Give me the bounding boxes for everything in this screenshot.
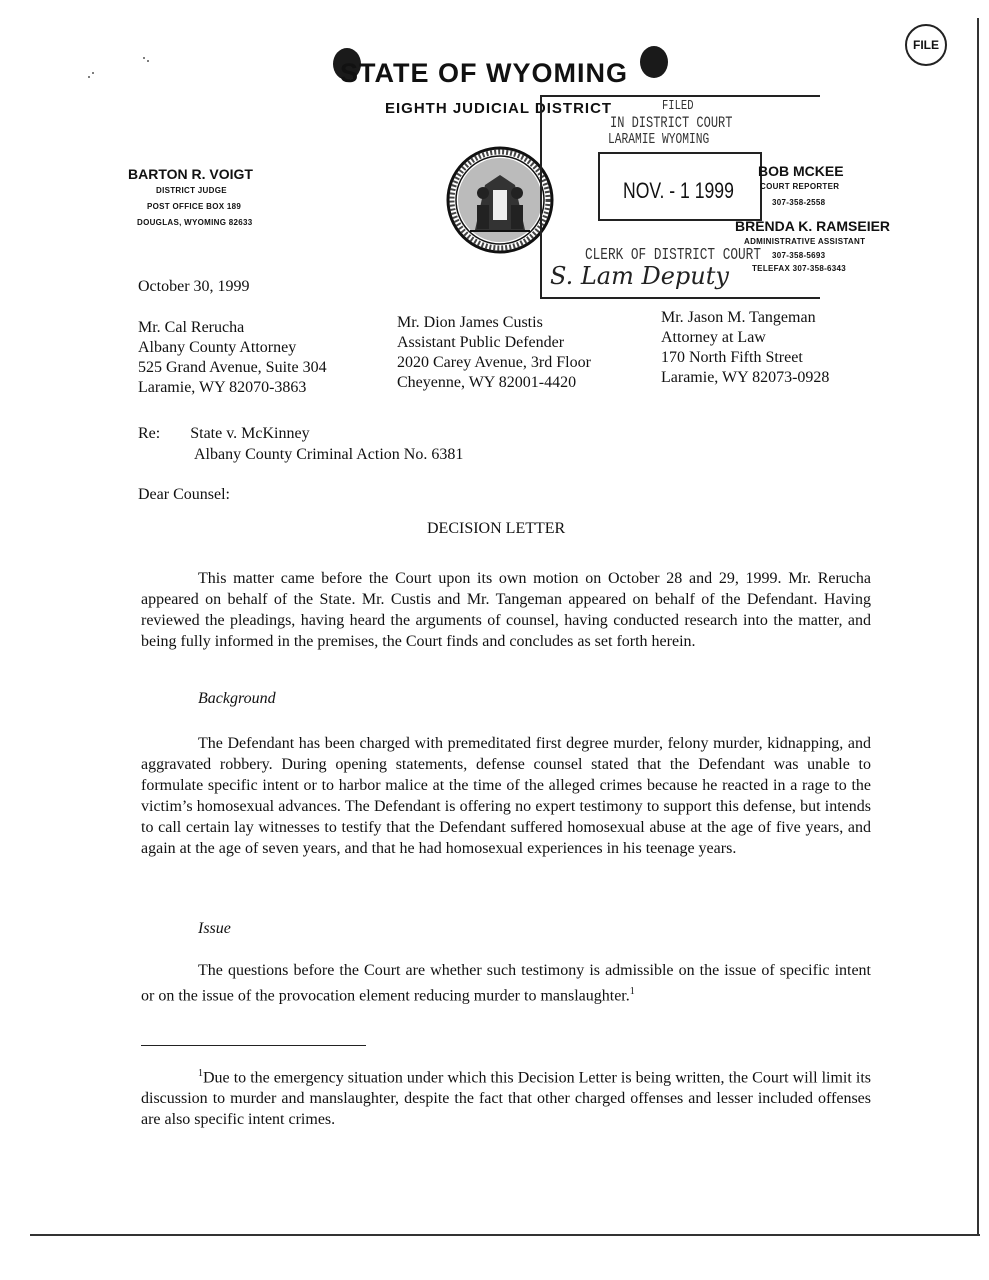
heading-background: Background [198,690,276,707]
re-case: State v. McKinney [190,425,310,442]
paragraph-intro-text: This matter came before the Court upon its own motion on October 28 and 29, 1999. Mr. Rerucha appeared on behalf of the State. Mr. Custis and Mr. Tangeman appeared on behalf of the Defendant. Having reviewed the pleadings, having heard the arguments of counsel, having conducted research into the matter, and being fully informed in the premises, the Court finds and concludes as set forth herein. [141,570,871,650]
deputy-signature: S. Lam Deputy [550,262,729,290]
re-line [138,423,463,465]
filed-stamp-court: IN DISTRICT COURT [610,114,733,132]
re-action: Albany County Criminal Action No. 6381 [194,446,464,463]
addressee-title: Assistant Public Defender [397,334,565,351]
addressee-block [397,313,591,393]
telefax: TELEFAX 307-358-6343 [752,264,847,273]
addressee-block [138,318,327,398]
footnote-mark: 1 [198,1068,203,1079]
reporter-phone: 307-358-2558 [772,198,826,207]
footnote [141,1063,871,1130]
file-stamp: FILE [905,24,947,66]
heading-issue: Issue [198,920,231,937]
filed-stamp-date: NOV. - 1 1999 [623,178,734,203]
letter-date: October 30, 1999 [138,278,250,295]
addressee-block [661,308,829,388]
addressee-street: 2020 Carey Avenue, 3rd Floor [397,354,591,371]
letterhead-state: STATE OF WYOMING [340,58,628,88]
scan-speck [143,57,145,59]
scan-speck [88,76,90,78]
state-seal-icon [445,145,555,260]
addressee-title: Albany County Attorney [138,339,297,356]
punch-hole [640,46,668,78]
judge-city: DOUGLAS, WYOMING 82633 [137,218,253,227]
addressee-street: 170 North Fifth Street [661,349,803,366]
footnote-reference[interactable]: 1 [629,986,635,997]
judge-title: DISTRICT JUDGE [156,186,227,195]
paragraph-issue-text: The questions before the Court are whether such testimony is admissible on the issue of specific intent or on the issue of the provocation element reducing murder to manslaughter. [141,962,871,1005]
addressee-name: Mr. Jason M. Tangeman [661,309,816,326]
paragraph-background-text: The Defendant has been charged with premeditated first degree murder, felony murder, kidnapping, and aggravated robbery. During opening statements, defense counsel stated that the Defendant was unable to formulate specific intent or to harbor malice at the time of the alleged crimes because he reacted in a rage to the victim’s homosexual advances. The Defendant is offering no expert testimony to support this defense, but intends to call certain lay witnesses to testify that the Defendant suffered homosexual abuse at the age of five years, and again at the age of seven years, and that he had homosexual experiences in his teenage years. [141,735,871,857]
addressee-name: Mr. Cal Rerucha [138,319,245,336]
addressee-city: Laramie, WY 82073-0928 [661,369,830,386]
filed-stamp-filed: FILED [662,98,694,114]
judge-name: BARTON R. VOIGT [128,166,253,182]
assistant-title: ADMINISTRATIVE ASSISTANT [744,237,866,246]
document-title: DECISION LETTER [427,520,566,537]
addressee-city: Cheyenne, WY 82001-4420 [397,374,577,391]
footnote-rule [141,1045,366,1046]
reporter-title: COURT REPORTER [760,182,840,191]
judge-box: POST OFFICE BOX 189 [147,202,242,211]
assistant-phone: 307-358-5693 [772,251,826,260]
page-border-bottom [30,1234,980,1236]
paragraph-issue [141,960,871,1006]
assistant-name: BRENDA K. RAMSEIER [735,218,891,234]
filed-stamp-county: LARAMIE WYOMING [608,131,710,148]
paragraph-intro [141,568,871,652]
reporter-name: BOB MCKEE [758,163,844,179]
page-border-right [977,18,979,1236]
addressee-title: Attorney at Law [661,329,766,346]
letterhead-district: EIGHTH JUDICIAL DISTRICT [385,100,613,117]
scan-speck [147,60,149,62]
paragraph-background [141,733,871,859]
filed-stamp-clerk: CLERK OF DISTRICT COURT [585,246,761,265]
addressee-city: Laramie, WY 82070-3863 [138,379,307,396]
addressee-name: Mr. Dion James Custis [397,314,543,331]
addressee-street: 525 Grand Avenue, Suite 304 [138,359,327,376]
scan-speck [92,72,94,74]
footnote-text: Due to the emergency situation under which this Decision Letter is being written, the Court will limit its discussion to murder and manslaughter, despite the fact that other charged offenses and lesser included offenses are also specific intent crimes. [141,1069,871,1129]
salutation: Dear Counsel: [138,486,230,503]
re-label: Re: [138,425,161,442]
